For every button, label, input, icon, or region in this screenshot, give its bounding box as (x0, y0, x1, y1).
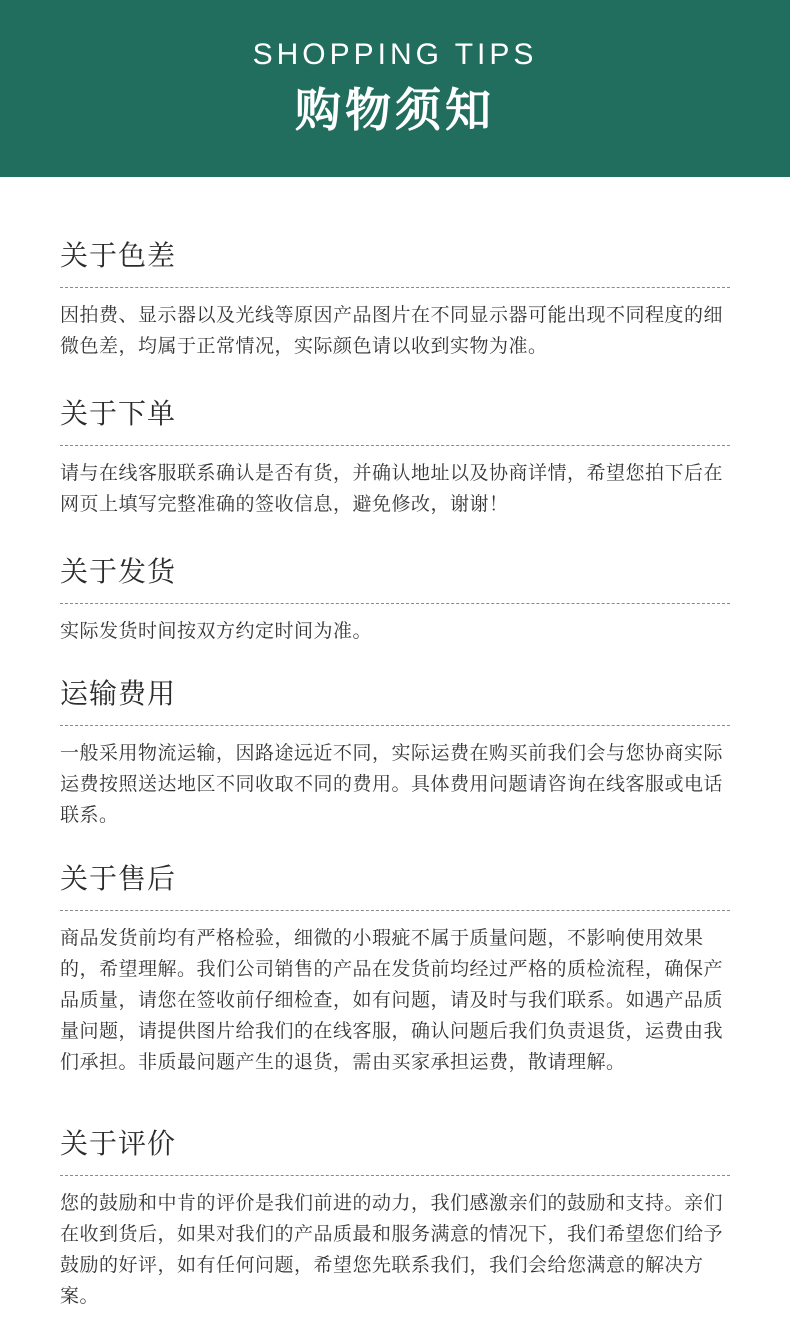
section-title: 关于下单 (60, 397, 730, 446)
header-banner (0, 0, 790, 177)
section-body: 实际发货时间按双方约定时间为准。 (60, 620, 373, 642)
section-shipping (60, 555, 730, 647)
banner-subtitle: SHOPPING TIPS (252, 38, 538, 71)
banner-title: 购物须知 (295, 83, 495, 137)
section-color-difference (60, 239, 730, 362)
section-body: 因拍费、显示器以及光线等原因产品图片在不同显示器可能出现不同程度的细微色差，均属于正常情况，实际颜色请以收到实物为准。 (60, 304, 724, 357)
section-after-sales (60, 862, 730, 1078)
section-title: 关于发货 (60, 555, 730, 604)
section-body: 请与在线客服联系确认是否有货，并确认地址以及协商详情，希望您拍下后在网页上填写完整准确的签收信息，避免修改，谢谢！ (60, 462, 724, 515)
section-body: 商品发货前均有严格检验，细微的小瑕疵不属于质量问题，不影响使用效果的，希望理解。我们公司销售的产品在发货前均经过严格的质检流程，确保产品质量，请您在签收前仔细检查，如有问题，请及时与我们联系。如遇产品质量问题，请提供图片给我们的在线客服，确认问题后我们负责退货，运费由我们承担。非质最问题产生的退货，需由买家承担运费，散请理解。 (60, 927, 724, 1073)
section-ordering (60, 397, 730, 520)
section-freight (60, 677, 730, 831)
section-body: 一般采用物流运输，因路途远近不同，实际运费在购买前我们会与您协商实际运费按照送达地区不同收取不同的费用。具体费用问题请咨询在线客服或电话联系。 (60, 742, 724, 826)
section-title: 关于色差 (60, 239, 730, 288)
section-reviews (60, 1127, 730, 1312)
section-body: 您的鼓励和中肯的评价是我们前进的动力，我们感激亲们的鼓励和支持。亲们在收到货后，如果对我们的产品质最和服务满意的情况下，我们希望您们给予鼓励的好评，如有任何问题，希望您先联系我们，我们会给您满意的解决方案。 (60, 1192, 724, 1307)
section-title: 关于售后 (60, 862, 730, 911)
section-title: 关于评价 (60, 1127, 730, 1176)
section-title: 运输费用 (60, 677, 730, 726)
